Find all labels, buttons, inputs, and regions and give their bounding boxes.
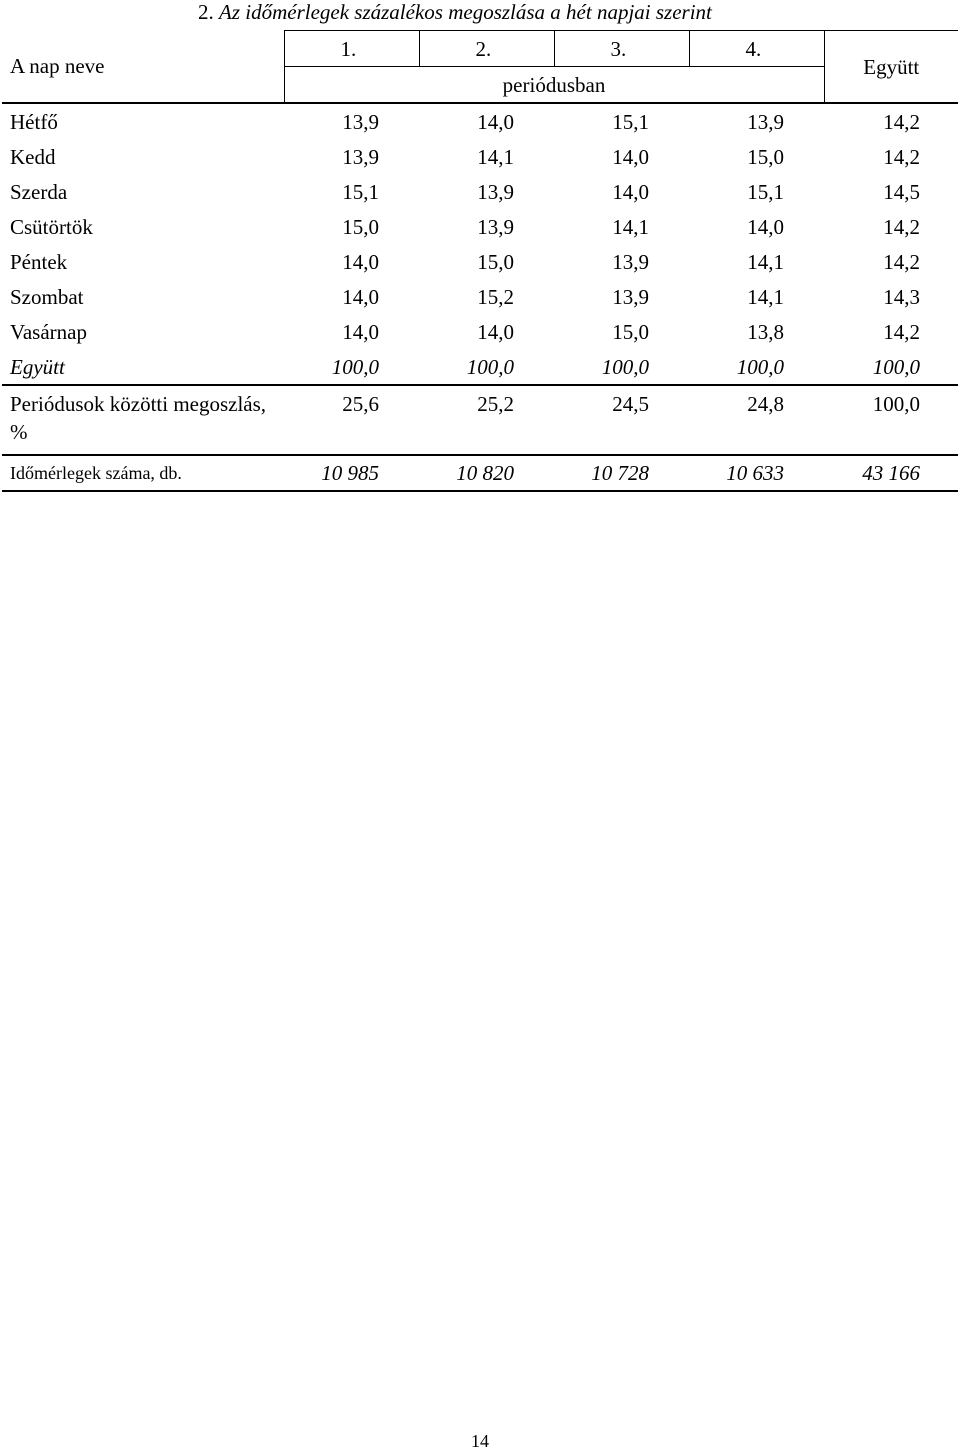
- day-distribution-table: [2, 30, 958, 492]
- cell-value: 15,0: [477, 249, 514, 274]
- cell-value: 15,0: [747, 144, 784, 169]
- cell-value: 100,0: [554, 349, 689, 385]
- cell-total: 14,2: [883, 144, 920, 169]
- row-day-label: Szombat: [10, 284, 84, 309]
- cell-value: 14,0: [612, 179, 649, 204]
- header-period-4: 4.: [689, 31, 824, 67]
- row-day-label: Péntek: [10, 249, 68, 274]
- sum-row-label: Együtt: [2, 349, 284, 385]
- cell-value: 24,5: [554, 385, 689, 455]
- cell-value: 14,1: [477, 144, 514, 169]
- table-title-text: Az időmérlegek százalékos megoszlása a hét napjai szerint: [219, 0, 712, 24]
- cell-value: 25,6: [284, 385, 419, 455]
- cell-value: 14,1: [747, 249, 784, 274]
- header-day-name: A nap neve: [2, 31, 284, 104]
- cell-value: 13,9: [747, 109, 784, 134]
- cell-value: 24,8: [689, 385, 824, 455]
- cell-value: 13,9: [342, 109, 379, 134]
- cell-value: 14,0: [477, 319, 514, 344]
- cell-value: 14,0: [342, 319, 379, 344]
- table-row: [2, 139, 958, 174]
- cell-value: 15,0: [342, 214, 379, 239]
- table-row: [2, 209, 958, 244]
- cell-value: 15,2: [477, 284, 514, 309]
- row-day-label: Kedd: [10, 144, 56, 169]
- table-row: [2, 244, 958, 279]
- row-day-label: Szerda: [10, 179, 68, 204]
- page-number: 14: [471, 1431, 489, 1451]
- table-row: [2, 314, 958, 349]
- header-period-sub: periódusban: [284, 67, 824, 104]
- cell-value: 13,9: [477, 179, 514, 204]
- cell-value: 14,1: [612, 214, 649, 239]
- cell-value: 10 728: [554, 455, 689, 491]
- count-row: [2, 455, 958, 491]
- cell-value: 15,1: [612, 109, 649, 134]
- header-total: Együtt: [824, 31, 958, 104]
- cell-value: 100,0: [419, 349, 554, 385]
- cell-total: 43 166: [824, 455, 958, 491]
- table-title: [198, 0, 712, 24]
- table-row: [2, 174, 958, 209]
- cell-value: 14,0: [612, 144, 649, 169]
- row-day-label: Csütörtök: [10, 214, 93, 239]
- cell-total: 14,2: [883, 214, 920, 239]
- cell-total: 14,2: [883, 249, 920, 274]
- header-row: [2, 31, 958, 67]
- cell-total: 100,0: [824, 385, 958, 455]
- cell-value: 14,1: [747, 284, 784, 309]
- cell-total: 14,5: [883, 179, 920, 204]
- header-period-3: 3.: [554, 31, 689, 67]
- cell-value: 15,1: [342, 179, 379, 204]
- cell-total: 100,0: [824, 349, 958, 385]
- sum-row: [2, 349, 958, 385]
- row-day-label: Vasárnap: [10, 319, 87, 344]
- cell-value: 14,0: [747, 214, 784, 239]
- cell-total: 14,2: [883, 109, 920, 134]
- count-row-label: Időmérlegek száma, db.: [2, 455, 284, 491]
- cell-value: 13,8: [747, 319, 784, 344]
- cell-value: 15,0: [612, 319, 649, 344]
- table-row: [2, 279, 958, 314]
- cell-value: 25,2: [419, 385, 554, 455]
- distribution-row-label: Periódusok közötti megoszlás, %: [2, 385, 284, 455]
- cell-value: 15,1: [747, 179, 784, 204]
- cell-value: 10 633: [689, 455, 824, 491]
- header-period-2: 2.: [419, 31, 554, 67]
- distribution-row: [2, 385, 958, 455]
- cell-value: 14,0: [342, 284, 379, 309]
- cell-value: 13,9: [612, 284, 649, 309]
- cell-value: 13,9: [612, 249, 649, 274]
- cell-value: 100,0: [284, 349, 419, 385]
- cell-value: 13,9: [477, 214, 514, 239]
- cell-value: 10 985: [284, 455, 419, 491]
- table-title-number: 2.: [198, 0, 214, 24]
- cell-value: 10 820: [419, 455, 554, 491]
- cell-total: 14,3: [883, 284, 920, 309]
- cell-value: 13,9: [342, 144, 379, 169]
- table-row: [2, 103, 958, 139]
- row-day-label: Hétfő: [10, 109, 58, 134]
- cell-value: 14,0: [477, 109, 514, 134]
- cell-value: 14,0: [342, 249, 379, 274]
- cell-total: 14,2: [883, 319, 920, 344]
- cell-value: 100,0: [689, 349, 824, 385]
- header-period-1: 1.: [284, 31, 419, 67]
